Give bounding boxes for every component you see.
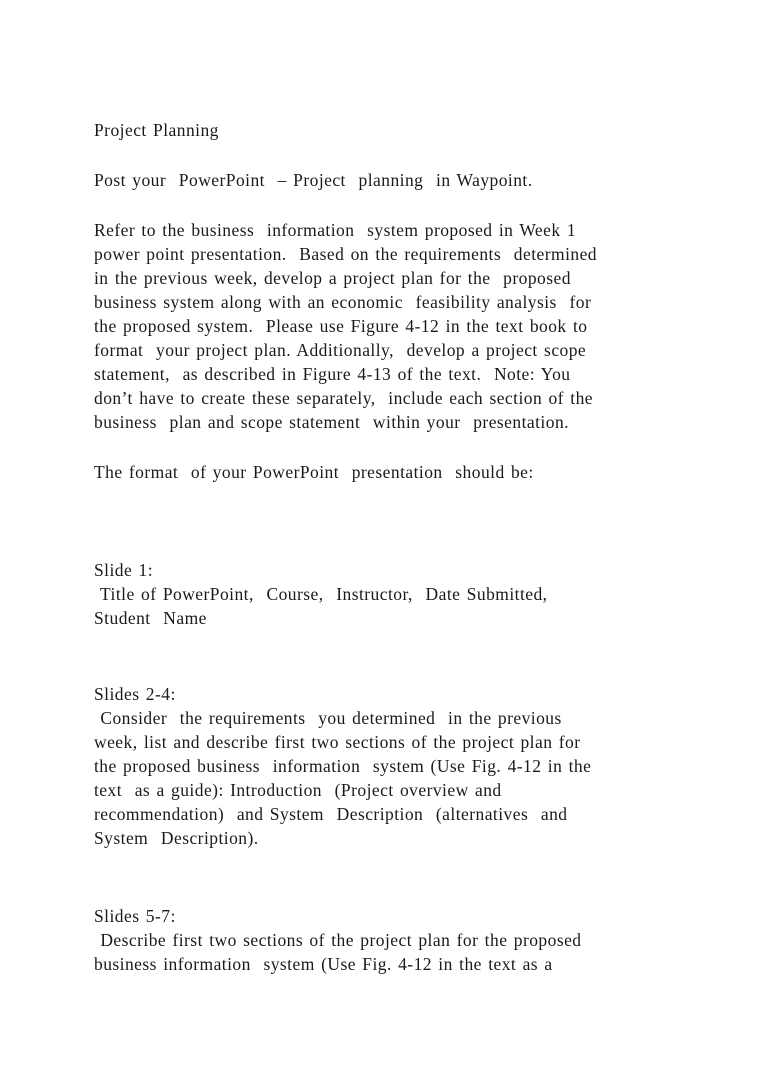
text-line: The format of your PowerPoint presentation should be:: [94, 462, 534, 482]
text-line: in the previous week, develop a project plan for the proposed: [94, 268, 571, 288]
text-line: Post your PowerPoint – Project planning in Waypoint.: [94, 170, 533, 190]
text-line: week, list and describe first two sections of the project plan for: [94, 732, 581, 752]
section-heading: Slides 5-7:: [94, 906, 176, 926]
text-line: Describe first two sections of the project plan for the proposed: [94, 930, 582, 950]
text-line: format your project plan. Additionally, develop a project scope: [94, 340, 587, 360]
text-line: Refer to the business information system proposed in Week 1: [94, 220, 577, 240]
text-line: power point presentation. Based on the requirements determined: [94, 244, 597, 264]
text-line: Title of PowerPoint, Course, Instructor, Date Submitted,: [94, 584, 548, 604]
text-line: business system along with an economic feasibility analysis for: [94, 292, 592, 312]
text-line: business information system (Use Fig. 4-12 in the text as a: [94, 954, 553, 974]
text-line: Consider the requirements you determined in the previous: [94, 708, 562, 728]
text-line: the proposed system. Please use Figure 4-12 in the text book to: [94, 316, 588, 336]
text-line: business plan and scope statement within your presentation.: [94, 412, 569, 432]
text-line: statement, as described in Figure 4-13 of the text. Note: You: [94, 364, 571, 384]
document-title: Project Planning: [94, 120, 219, 140]
section-heading: Slide 1:: [94, 560, 154, 580]
text-line: the proposed business information system (Use Fig. 4-12 in the: [94, 756, 592, 776]
section-heading: Slides 2-4:: [94, 684, 176, 704]
text-line: text as a guide): Introduction (Project overview and: [94, 780, 502, 800]
text-line: System Description).: [94, 828, 259, 848]
text-line: Student Name: [94, 608, 207, 628]
text-line: recommendation) and System Description (alternatives and: [94, 804, 568, 824]
text-line: don’t have to create these separately, include each section of the: [94, 388, 594, 408]
